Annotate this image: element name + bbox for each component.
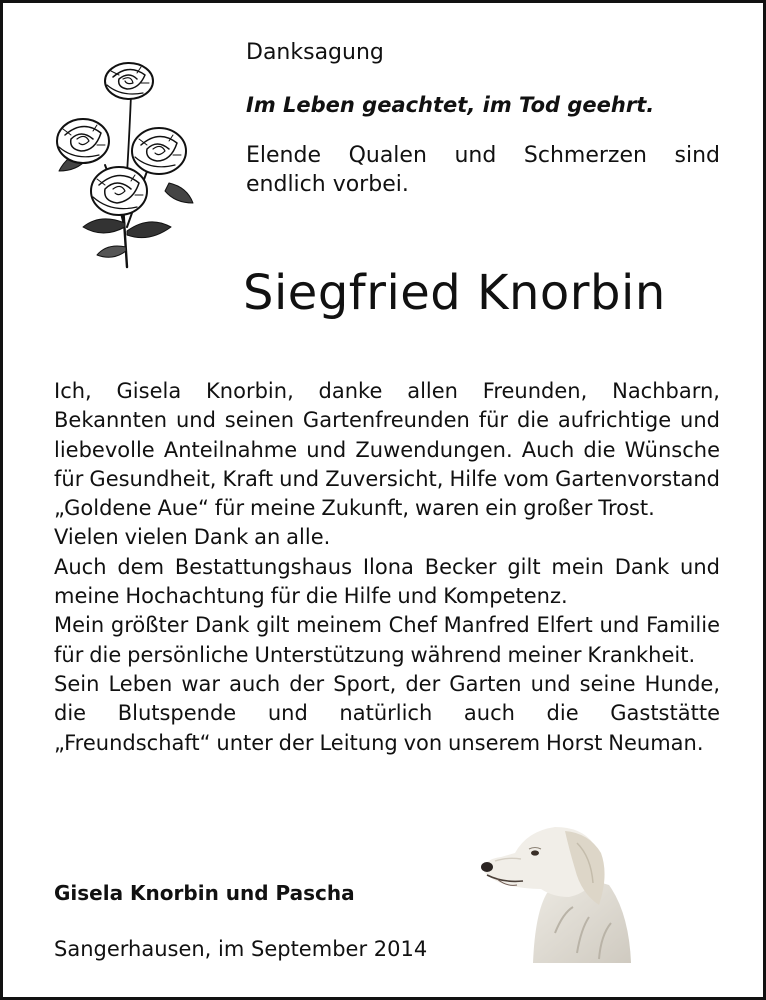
dog-photo (477, 813, 637, 971)
notice-header (246, 39, 720, 199)
body-paragraph: Sein Leben war auch der Sport, der Garten und seine Hunde, die Blutspende und natürlich auch die Gaststätte „Freundschaft“ unter der Leitung von unserem Horst Neuman. (54, 671, 720, 755)
signer-name: Gisela Knorbin und Pascha (54, 881, 355, 905)
body-paragraph: Ich, Gisela Knorbin, danke allen Freunden, Nachbarn, Bekannten und seinen Gartenfreunden für die aufrichtige und liebevolle Anteilnahme und Zuwendungen. Auch die Wünsche für Gesundheit, Kraft und Zuversicht, Hilfe vom Gartenvorstand „Goldene Aue“ für meine Zukunft, waren ein großer Trost. (54, 379, 720, 521)
deceased-name: Siegfried Knorbin (243, 265, 666, 321)
place-date: Sangerhausen, im September 2014 (54, 937, 428, 961)
notice-motto: Im Leben geachtet, im Tod geehrt. (246, 93, 655, 117)
body-paragraph: Mein größter Dank gilt meinem Chef Manfred Elfert und Familie für die persönliche Unterstützung während meiner Krankheit. (54, 613, 720, 667)
body-paragraph: Auch dem Bestattungshaus Ilona Becker gilt mein Dank und meine Hochachtung für die Hilfe und Kompetenz. (54, 554, 720, 609)
notice-intro: Elende Qualen und Schmerzen sind endlich vorbei. (246, 143, 720, 197)
rose-bouquet-icon (45, 55, 197, 269)
notice-heading: Danksagung (246, 40, 384, 65)
notice-body (54, 377, 720, 758)
body-paragraph: Vielen vielen Dank an alle. (54, 525, 331, 550)
